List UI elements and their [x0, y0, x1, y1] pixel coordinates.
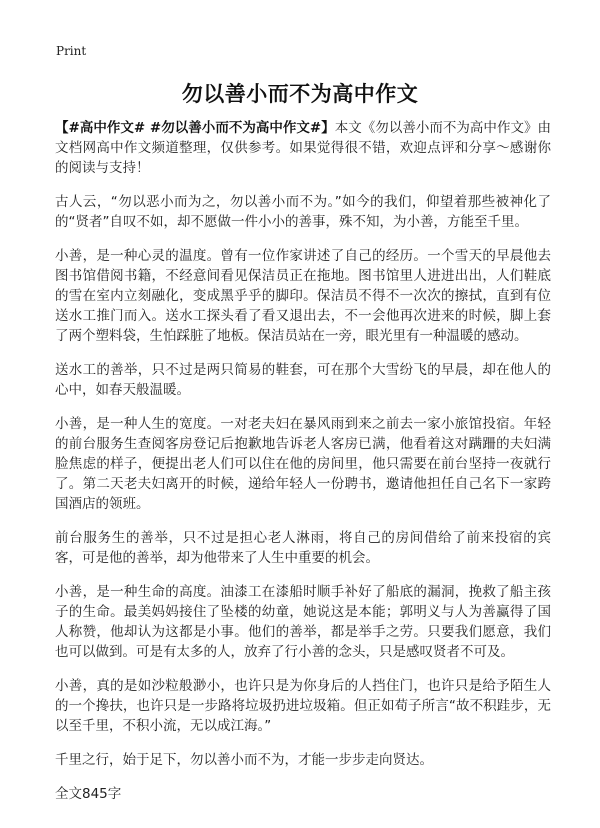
word-count: 全文845字 — [55, 786, 122, 802]
article-body — [55, 118, 551, 818]
print-link[interactable]: Print — [56, 44, 87, 58]
body-paragraph-1: 古人云，“勿以恶小而为之，勿以善小而不为。”如今的我们，仰望着那些被神化了的“贤者”自叹不如，却不愿做一件小小的善事，殊不知，为小善，方能至千里。 — [55, 194, 551, 230]
article-tags: 【#高中作文# #勿以善小而不为高中作文#】 — [55, 120, 335, 136]
body-paragraph-6: 小善，是一种生命的高度。油漆工在漆船时顺手补好了船底的漏洞，挽救了船主孩子的生命。最美妈妈接住了坠楼的幼童，她说这是本能；郭明义与人为善赢得了国人称赞，他却认为这都是小事。他们的善举，都是举手之劳。只要我们愿意，我们也可以做到。可是有太多的人，放弃了行小善的念头，只是感叹贤者不可及。 — [55, 584, 551, 660]
body-paragraph-8: 千里之行，始于足下，勿以善小而不为，才能一步步走向贤达。 — [55, 752, 433, 768]
body-paragraph-5: 前台服务生的善举，只不过是担心老人淋雨，将自己的房间借给了前来投宿的宾客，可是他的善举，却为他带来了人生中重要的机会。 — [55, 530, 551, 566]
body-paragraph-4: 小善，是一种人生的宽度。一对老夫妇在暴风雨到来之前去一家小旅馆投宿。年轻的前台服务生查阅客房登记后抱歉地告诉老人客房已满，他看着这对蹒跚的夫妇满脸焦虑的样子，便提出老人们可以住在他的房间里，他只需要在前台坚持一夜就行了。第二天老夫妇离开的时候，递给年轻人一份聘书，邀请他担任自己名下一家跨国酒店的领班。 — [55, 416, 551, 512]
body-paragraph-3: 送水工的善举，只不过是两只简易的鞋套，可在那个大雪纷飞的早晨，却在他人的心中，如春天般温暖。 — [55, 362, 551, 398]
intro-paragraph — [55, 118, 551, 178]
body-paragraph-2: 小善，是一种心灵的温度。曾有一位作家讲述了自己的经历。一个雪天的早晨他去图书馆借阅书籍，不经意间看见保洁员正在拖地。图书馆里人进进出出，人们鞋底的雪在室内立刻融化，变成黑乎乎的脚印。保洁员不得不一次次的擦拭，直到有位送水工推门而入。送水工探头看了看又退出去，不一会他再次进来的时候，脚上套了两个塑料袋，生怕踩脏了地板。保洁员站在一旁，眼光里有一种温暖的感动。 — [55, 248, 551, 344]
body-paragraph-7: 小善，真的是如沙粒般渺小，也许只是为你身后的人挡住门，也许只是给予陌生人的一个搀扶，也许只是一步路将垃圾扔进垃圾箱。但正如荀子所言“故不积跬步，无以至千里，不积小流，无以成江海。” — [55, 678, 551, 734]
intro-text: 本文《勿以善小而不为高中作文》由文档网高中作文频道整理，仅供参考。如果觉得很不错，欢迎点评和分享～感谢你的阅读与支持！ — [55, 120, 551, 176]
article-title: 勿以善小而不为高中作文 — [181, 82, 419, 106]
